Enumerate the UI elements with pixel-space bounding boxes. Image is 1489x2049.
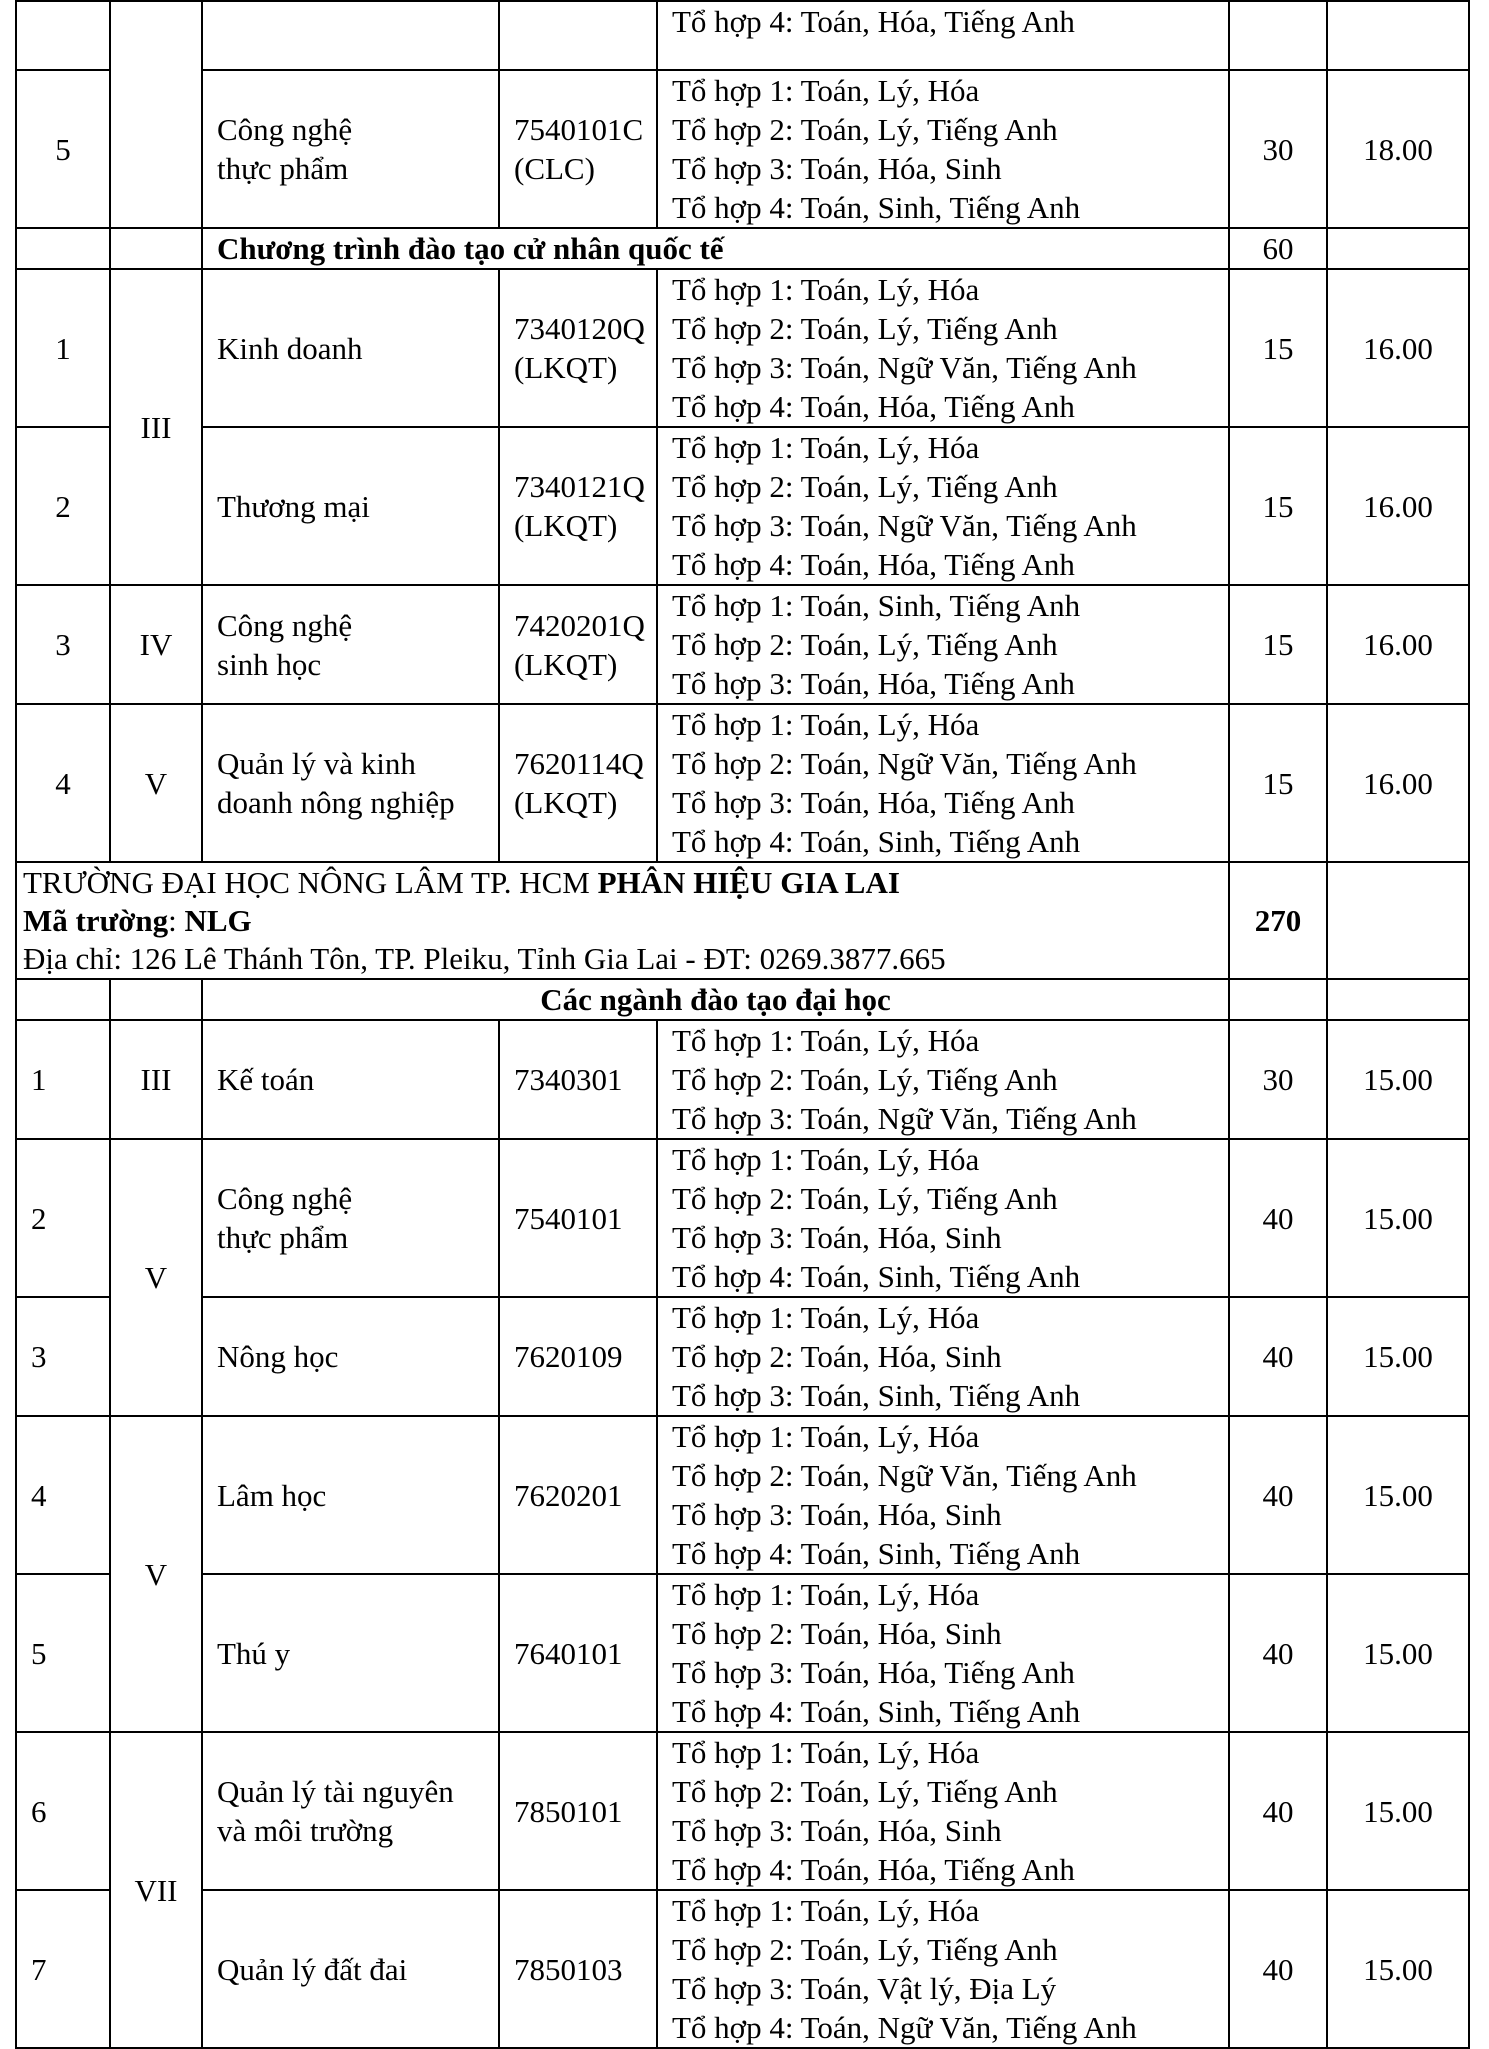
combo-line: Tổ hợp 3: Toán, Hóa, Tiếng Anh [672, 666, 1075, 701]
score-cell [1327, 1, 1469, 70]
major-code: 7620114Q [514, 746, 644, 781]
major-code-cell [499, 704, 657, 862]
quota-cell: 40 [1229, 1732, 1327, 1890]
combo-line: Tổ hợp 3: Toán, Hóa, Sinh [672, 151, 1002, 186]
table-row [16, 269, 1469, 427]
combo-line: Tổ hợp 4: Toán, Hóa, Tiếng Anh [672, 389, 1075, 424]
combo-cell [657, 1139, 1229, 1297]
major-code-cell: 7340301 [499, 1020, 657, 1139]
stt-cell: 7 [16, 1890, 110, 2048]
table-row [16, 1416, 1469, 1574]
major-code: 7340121Q [514, 469, 645, 504]
table-row [16, 1297, 1469, 1416]
quota-cell: 15 [1229, 704, 1327, 862]
score-cell [1327, 862, 1469, 979]
combo-line: Tổ hợp 4: Toán, Hóa, Tiếng Anh [672, 547, 1075, 582]
major-code-note: (LKQT) [514, 508, 618, 543]
combo-cell [657, 1416, 1229, 1574]
combo-line: Tổ hợp 3: Toán, Vật lý, Địa Lý [672, 1971, 1057, 2006]
combo-line: Tổ hợp 1: Toán, Lý, Hóa [672, 430, 980, 465]
score-cell: 16.00 [1327, 427, 1469, 585]
stt-cell: 4 [16, 1416, 110, 1574]
combo-line: Tổ hợp 3: Toán, Ngữ Văn, Tiếng Anh [672, 350, 1137, 385]
stt-cell [16, 228, 110, 269]
school-info-cell [16, 862, 1229, 979]
major-code-cell [499, 1, 657, 70]
quota-cell [1229, 979, 1327, 1020]
table-row [16, 70, 1469, 228]
major-code-cell: 7620109 [499, 1297, 657, 1416]
table-row [16, 1732, 1469, 1890]
combo-line: Tổ hợp 2: Toán, Lý, Tiếng Anh [672, 1062, 1058, 1097]
stt-cell: 2 [16, 1139, 110, 1297]
stt-cell: 3 [16, 1297, 110, 1416]
major-name: và môi trường [217, 1813, 394, 1848]
group-cell: V [110, 704, 202, 862]
major-name-cell: Lâm học [202, 1416, 499, 1574]
major-code-cell [499, 269, 657, 427]
major-name: Công nghệ [217, 1181, 353, 1216]
major-name-cell [202, 1732, 499, 1890]
stt-cell: 2 [16, 427, 110, 585]
table-row [16, 427, 1469, 585]
group-cell: V [110, 1139, 202, 1416]
school-address: Địa chỉ: 126 Lê Thánh Tôn, TP. Pleiku, Tỉnh Gia Lai - ĐT: 0269.3877.665 [23, 940, 946, 976]
major-code-cell: 7640101 [499, 1574, 657, 1732]
combo-line: Tổ hợp 3: Toán, Hóa, Tiếng Anh [672, 785, 1075, 820]
major-name: thực phẩm [217, 1220, 349, 1255]
school-code-sep: : [168, 902, 185, 938]
score-cell: 16.00 [1327, 704, 1469, 862]
combo-line: Tổ hợp 4: Toán, Sinh, Tiếng Anh [672, 1259, 1081, 1294]
group-cell: III [110, 269, 202, 585]
combo-cell [657, 585, 1229, 704]
combo-cell [657, 1890, 1229, 2048]
combo-line: Tổ hợp 3: Toán, Hóa, Tiếng Anh [672, 1655, 1075, 1690]
combo-line: Tổ hợp 3: Toán, Hóa, Sinh [672, 1813, 1002, 1848]
table-row [16, 1139, 1469, 1297]
school-name [23, 864, 1222, 902]
table-row [16, 1, 1469, 70]
score-cell: 15.00 [1327, 1020, 1469, 1139]
score-cell: 15.00 [1327, 1574, 1469, 1732]
score-cell: 15.00 [1327, 1890, 1469, 2048]
school-code-label: Mã trường [23, 902, 169, 938]
combo-cell [657, 427, 1229, 585]
score-cell: 15.00 [1327, 1732, 1469, 1890]
major-name-cell [202, 70, 499, 228]
score-cell [1327, 979, 1469, 1020]
combo-line: Tổ hợp 2: Toán, Lý, Tiếng Anh [672, 112, 1058, 147]
combo-line: Tổ hợp 1: Toán, Lý, Hóa [672, 1893, 980, 1928]
combo-line: Tổ hợp 2: Toán, Ngữ Văn, Tiếng Anh [672, 1458, 1137, 1493]
stt-cell: 5 [16, 1574, 110, 1732]
quota-cell: 15 [1229, 427, 1327, 585]
combo-line: Tổ hợp 4: Toán, Sinh, Tiếng Anh [672, 190, 1081, 225]
combo-line: Tổ hợp 3: Toán, Sinh, Tiếng Anh [672, 1378, 1081, 1413]
section-title: Chương trình đào tạo cử nhân quốc tế [202, 228, 1229, 269]
combo-cell [657, 1732, 1229, 1890]
combo-cell [657, 704, 1229, 862]
school-header-row [16, 862, 1469, 979]
stt-cell [16, 1, 110, 70]
quota-cell: 15 [1229, 269, 1327, 427]
combo-line: Tổ hợp 3: Toán, Ngữ Văn, Tiếng Anh [672, 1101, 1137, 1136]
major-code-note: (LKQT) [514, 785, 618, 820]
group-cell [110, 228, 202, 269]
combo-line: Tổ hợp 1: Toán, Lý, Hóa [672, 73, 980, 108]
table-row [16, 1574, 1469, 1732]
major-name: thực phẩm [217, 151, 349, 186]
combo-line: Tổ hợp 1: Toán, Lý, Hóa [672, 1300, 980, 1335]
major-code: 7420201Q [514, 607, 645, 643]
stt-cell: 4 [16, 704, 110, 862]
combo-cell [657, 1, 1229, 70]
group-cell: VII [110, 1732, 202, 2048]
stt-cell: 6 [16, 1732, 110, 1890]
major-code-cell: 7850103 [499, 1890, 657, 2048]
stt-cell: 5 [16, 70, 110, 228]
score-cell: 15.00 [1327, 1139, 1469, 1297]
section-row [16, 228, 1469, 269]
major-name-cell: Kinh doanh [202, 269, 499, 427]
table-row [16, 585, 1469, 704]
combo-line: Tổ hợp 2: Toán, Lý, Tiếng Anh [672, 311, 1058, 346]
group-cell: V [110, 1416, 202, 1732]
table-row [16, 1020, 1469, 1139]
combo-cell [657, 269, 1229, 427]
school-campus: PHÂN HIỆU GIA LAI [597, 864, 900, 900]
major-code-cell [499, 585, 657, 704]
combo-line: Tổ hợp 4: Toán, Hóa, Tiếng Anh [672, 1852, 1075, 1887]
major-code-cell [499, 70, 657, 228]
group-cell: IV [110, 585, 202, 704]
score-cell [1327, 228, 1469, 269]
major-code: 7540101C [514, 112, 644, 147]
major-code: 7340120Q [514, 311, 645, 346]
combo-line: Tổ hợp 3: Toán, Hóa, Sinh [672, 1497, 1002, 1532]
admissions-table [15, 0, 1470, 2049]
major-code-cell: 7620201 [499, 1416, 657, 1574]
major-code-note: (LKQT) [514, 350, 618, 385]
combo-line: Tổ hợp 1: Toán, Lý, Hóa [672, 1023, 980, 1058]
combo-line: Tổ hợp 2: Toán, Hóa, Sinh [672, 1339, 1002, 1374]
stt-cell: 1 [16, 269, 110, 427]
combo-line: Tổ hợp 4: Toán, Hóa, Tiếng Anh [672, 4, 1075, 39]
combo-line: Tổ hợp 2: Toán, Hóa, Sinh [672, 1616, 1002, 1651]
group-cell [110, 979, 202, 1020]
combo-line: Tổ hợp 1: Toán, Lý, Hóa [672, 1419, 980, 1454]
school-quota: 270 [1229, 862, 1327, 979]
combo-cell [657, 1020, 1229, 1139]
combo-line: Tổ hợp 1: Toán, Sinh, Tiếng Anh [672, 588, 1081, 623]
combo-line: Tổ hợp 2: Toán, Lý, Tiếng Anh [672, 1774, 1058, 1809]
major-name-cell: Quản lý đất đai [202, 1890, 499, 2048]
major-code-note: (LKQT) [514, 646, 618, 682]
table-row [16, 1890, 1469, 2048]
group-cell: III [110, 1020, 202, 1139]
major-name-cell [202, 585, 499, 704]
major-name: sinh học [217, 646, 322, 682]
stt-cell: 3 [16, 585, 110, 704]
major-code-cell [499, 427, 657, 585]
combo-line: Tổ hợp 1: Toán, Lý, Hóa [672, 272, 980, 307]
section-title: Các ngành đào tạo đại học [202, 979, 1229, 1020]
combo-line: Tổ hợp 4: Toán, Sinh, Tiếng Anh [672, 1694, 1081, 1729]
major-code-note: (CLC) [514, 151, 595, 186]
combo-line: Tổ hợp 4: Toán, Sinh, Tiếng Anh [672, 824, 1081, 859]
combo-line: Tổ hợp 4: Toán, Ngữ Văn, Tiếng Anh [672, 2010, 1137, 2045]
combo-line: Tổ hợp 2: Toán, Lý, Tiếng Anh [672, 1181, 1058, 1216]
major-name-cell [202, 1139, 499, 1297]
major-name-cell: Nông học [202, 1297, 499, 1416]
section-quota: 60 [1229, 228, 1327, 269]
score-cell: 16.00 [1327, 585, 1469, 704]
combo-cell [657, 1297, 1229, 1416]
stt-cell [16, 979, 110, 1020]
school-name-plain: TRƯỜNG ĐẠI HỌC NÔNG LÂM TP. HCM [23, 864, 598, 900]
combo-line: Tổ hợp 1: Toán, Lý, Hóa [672, 1577, 980, 1612]
combo-line: Tổ hợp 2: Toán, Ngữ Văn, Tiếng Anh [672, 746, 1137, 781]
major-name: doanh nông nghiệp [217, 785, 455, 820]
major-name-cell: Thú y [202, 1574, 499, 1732]
major-name-cell [202, 704, 499, 862]
school-code [23, 902, 1222, 940]
major-name-cell: Thương mại [202, 427, 499, 585]
quota-cell [1229, 1, 1327, 70]
quota-cell: 40 [1229, 1416, 1327, 1574]
group-cell [110, 1, 202, 228]
major-code-cell: 7850101 [499, 1732, 657, 1890]
combo-line: Tổ hợp 1: Toán, Lý, Hóa [672, 1142, 980, 1177]
combo-line: Tổ hợp 2: Toán, Lý, Tiếng Anh [672, 469, 1058, 504]
section-row [16, 979, 1469, 1020]
quota-cell: 30 [1229, 1020, 1327, 1139]
table-row [16, 704, 1469, 862]
major-name: Quản lý và kinh [217, 746, 416, 781]
quota-cell: 15 [1229, 585, 1327, 704]
score-cell: 15.00 [1327, 1416, 1469, 1574]
major-name: Quản lý tài nguyên [217, 1774, 454, 1809]
major-code-cell: 7540101 [499, 1139, 657, 1297]
combo-line: Tổ hợp 3: Toán, Hóa, Sinh [672, 1220, 1002, 1255]
combo-line: Tổ hợp 4: Toán, Sinh, Tiếng Anh [672, 1536, 1081, 1571]
score-cell: 15.00 [1327, 1297, 1469, 1416]
quota-cell: 40 [1229, 1139, 1327, 1297]
score-cell: 18.00 [1327, 70, 1469, 228]
school-code-value: NLG [184, 902, 252, 938]
quota-cell: 40 [1229, 1890, 1327, 2048]
major-name-cell: Kế toán [202, 1020, 499, 1139]
combo-cell [657, 70, 1229, 228]
major-name-cell [202, 1, 499, 70]
quota-cell: 40 [1229, 1297, 1327, 1416]
score-cell: 16.00 [1327, 269, 1469, 427]
combo-line: Tổ hợp 2: Toán, Lý, Tiếng Anh [672, 1932, 1058, 1967]
stt-cell: 1 [16, 1020, 110, 1139]
combo-line: Tổ hợp 1: Toán, Lý, Hóa [672, 707, 980, 742]
major-name: Công nghệ [217, 112, 353, 147]
quota-cell: 30 [1229, 70, 1327, 228]
combo-line: Tổ hợp 1: Toán, Lý, Hóa [672, 1735, 980, 1770]
combo-cell [657, 1574, 1229, 1732]
combo-line: Tổ hợp 3: Toán, Ngữ Văn, Tiếng Anh [672, 508, 1137, 543]
quota-cell: 40 [1229, 1574, 1327, 1732]
major-name: Công nghệ [217, 607, 353, 643]
combo-line: Tổ hợp 2: Toán, Lý, Tiếng Anh [672, 627, 1058, 662]
